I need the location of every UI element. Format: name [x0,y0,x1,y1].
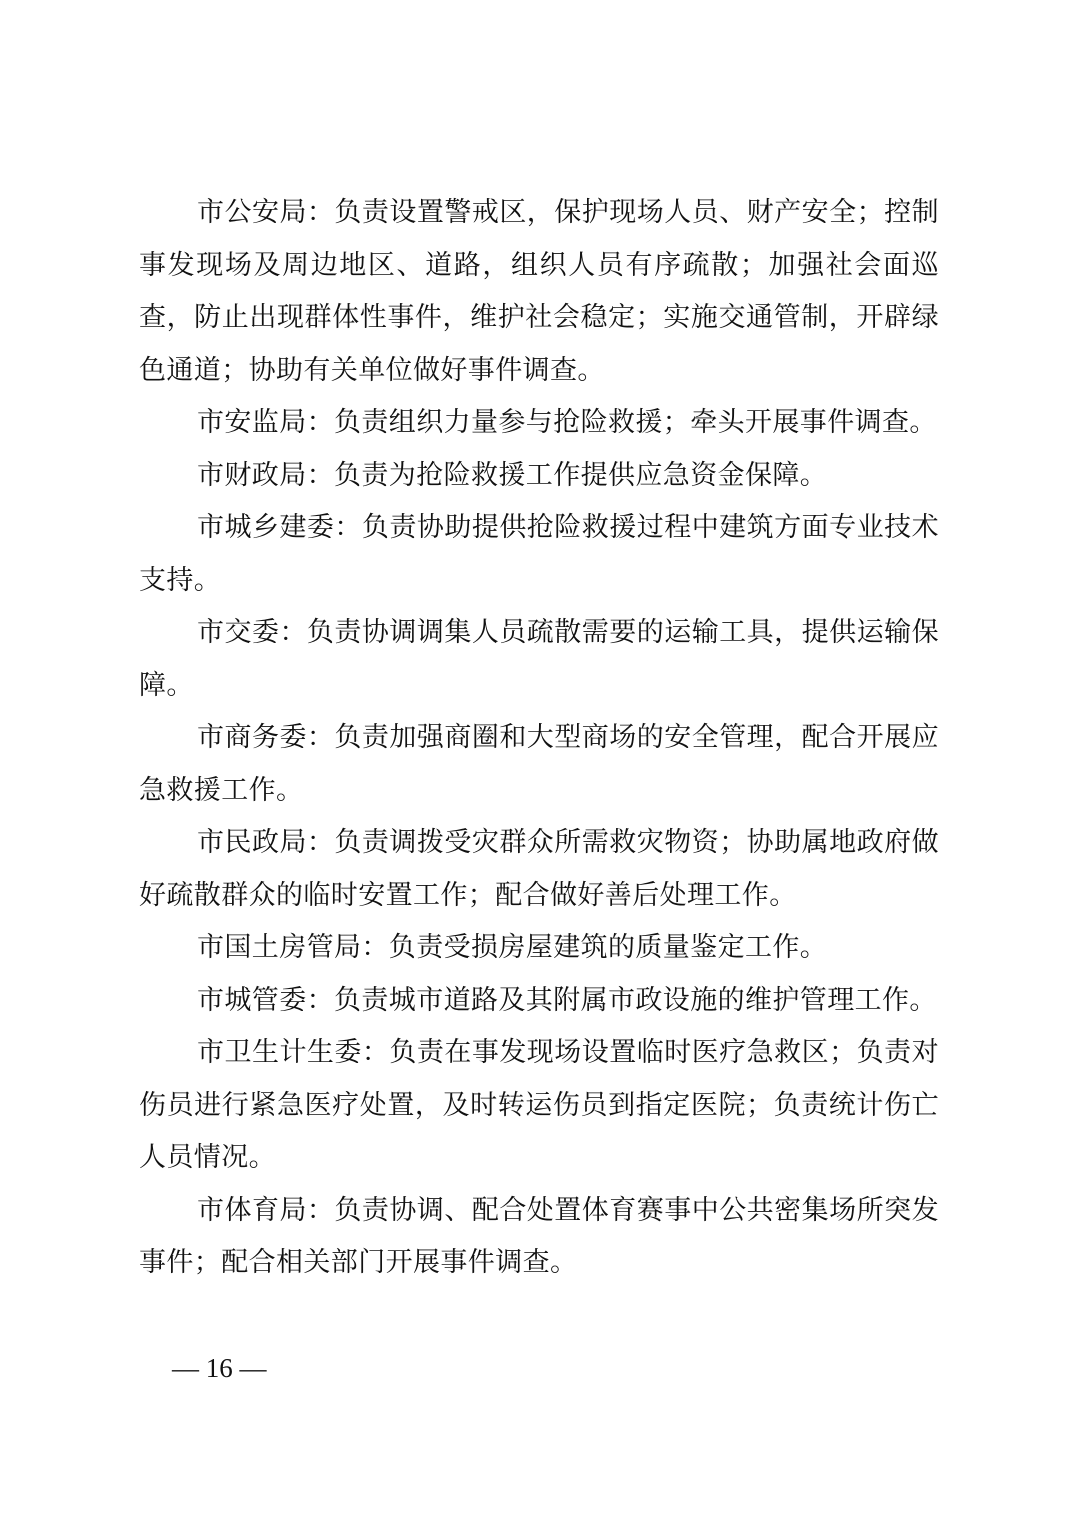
paragraph-urban-rural-construction: 市城乡建委：负责协助提供抢险救援过程中建筑方面专业技术支持。 [139,512,939,596]
paragraph-land-housing: 市国土房管局：负责受损房屋建筑的质量鉴定工作。 [197,932,828,963]
paragraph-transport: 市交委：负责协调调集人员疏散需要的运输工具，提供运输保障。 [139,617,939,701]
paragraph-work-safety: 市安监局：负责组织力量参与抢险救援；牵头开展事件调查。 [197,407,937,438]
paragraph-finance: 市财政局：负责为抢险救援工作提供应急资金保障。 [197,459,828,491]
paragraph-public-security: 市公安局：负责设置警戒区，保护现场人员、财产安全；控制事发现场及周边地区、道路，组织人员有序疏散；加强社会面巡查，防止出现群体性事件，维护社会稳定；实施交通管制，开辟绿色通道；协助有关单位做好事件调查。 [139,197,939,386]
page-number: — 16 — [172,1353,267,1383]
paragraph-health: 市卫生计生委：负责在事发现场设置临时医疗急救区；负责对伤员进行紧急医疗处置，及时转运伤员到指定医院；负责统计伤亡人员情况。 [139,1037,939,1173]
paragraph-sports: 市体育局：负责协调、配合处置体育赛事中公共密集场所突发事件；配合相关部门开展事件调查。 [139,1194,939,1278]
document-body [139,187,939,1290]
paragraph-city-management: 市城管委：负责城市道路及其附属市政设施的维护管理工作。 [197,984,937,1016]
paragraph-civil-affairs: 市民政局：负责调拨受灾群众所需救灾物资；协助属地政府做好疏散群众的临时安置工作；配合做好善后处理工作。 [139,827,939,911]
paragraph-commerce: 市商务委：负责加强商圈和大型商场的安全管理，配合开展应急救援工作。 [139,722,939,806]
